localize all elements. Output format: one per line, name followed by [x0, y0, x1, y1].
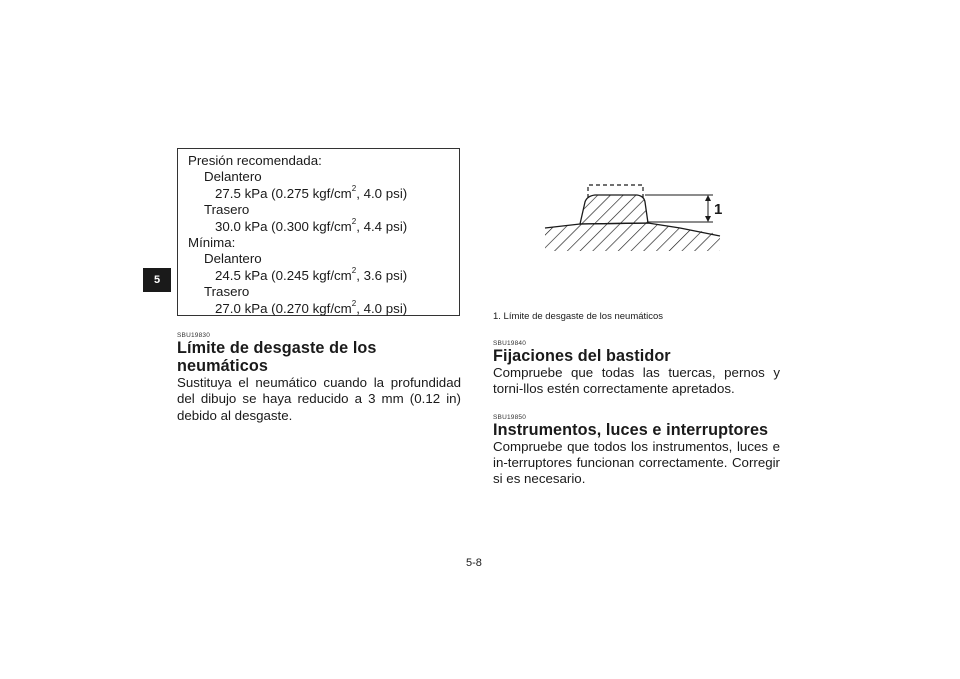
rear-label: Trasero [204, 202, 250, 218]
figure-callout: 1 [714, 201, 723, 218]
chapter-tab: 5 [143, 268, 171, 292]
section-code: SBU19840 [493, 340, 527, 347]
section-title: Fijaciones del bastidor [493, 347, 671, 365]
right-column [493, 340, 780, 497]
figure-caption: 1. Límite de desgaste de los neumáticos [493, 311, 664, 322]
min-front-label: Delantero [204, 251, 262, 267]
recommended-pressure-title: Presión recomendada: [188, 153, 322, 168]
section-title: Límite de desgaste de los neumáticos [177, 339, 377, 375]
min-rear-pressure-value: 27.0 kPa (0.270 kgf/$cm^2$, 4.0 psi) [215, 299, 408, 316]
minimum-pressure-title: Mínima: [188, 235, 236, 251]
tire-pressure-box [177, 148, 460, 316]
dimension-arrow-up [705, 195, 711, 201]
rear-pressure-value: 30.0 kPa (0.300 kgf/$cm^2$, 4.4 psi) [215, 217, 408, 234]
section-code: SBU19850 [493, 413, 527, 421]
front-label: Delantero [204, 169, 262, 185]
min-rear-label: Trasero [204, 284, 250, 300]
tire-wear-limit-diagram [540, 176, 730, 251]
tire-tread-block [580, 195, 648, 224]
min-front-pressure-value: 24.5 kPa (0.245 kgf/$cm^2$, 3.6 psi) [215, 266, 408, 283]
section-title: Instrumentos, luces e interruptores [493, 420, 769, 439]
section-body: Sustituya el neumático cuando la profundidad del dibujo se haya reducido a 3 mm (0.12 in) debido al desgaste. [177, 375, 461, 423]
section-body: Compruebe que todas las tuercas, pernos y torni-llos estén correctamente apretados. [493, 365, 780, 397]
page-number: 5-8 [466, 557, 482, 569]
section-code: SBU19830 [177, 332, 211, 339]
instruments-section [493, 414, 780, 488]
tread-wear-section [177, 332, 461, 424]
frame-fasteners-section [493, 340, 780, 398]
section-body: Compruebe que todos los instrumentos, luces e in-terruptores funcionan correctamente. Corregir si es necesario. [493, 438, 780, 487]
front-pressure-value: 27.5 kPa (0.275 kgf/$cm^2$, 4.0 psi) [215, 184, 408, 201]
dimension-arrow-down [705, 216, 711, 222]
